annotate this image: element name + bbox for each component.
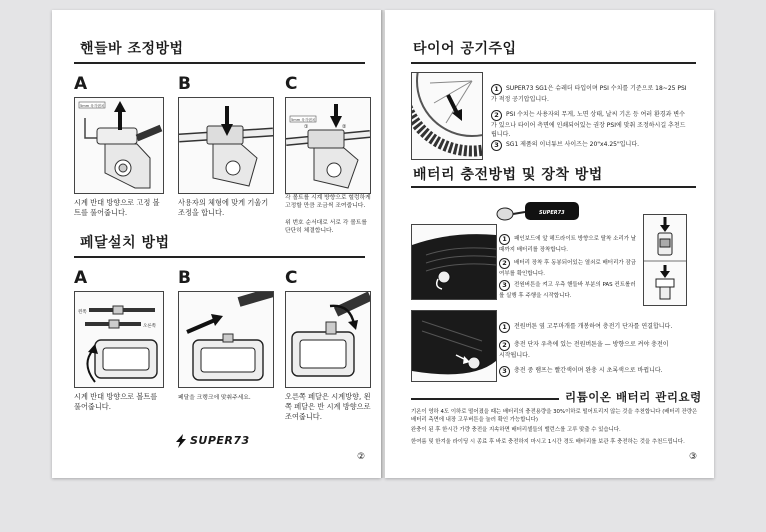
handlebar-step-b-letter: B [178, 74, 191, 94]
battery-step-bottom-1 [499, 322, 695, 333]
battery-step-bottom-2-number: 2 [499, 340, 510, 351]
battery-step-top-1-text: 패인보드에 앞 헤드라이트 방향으로 탈착 소리가 날때까지 배터리를 장착합니다. [499, 236, 637, 253]
li-ion-rule [411, 398, 559, 400]
handlebar-step-b-image [178, 97, 274, 194]
battery-step-bottom-3 [499, 366, 695, 377]
tire-item-3-number: 3 [491, 140, 502, 151]
handlebar-tighten-illustration [286, 98, 370, 193]
pedal-step-c-letter: C [285, 268, 298, 288]
battery-step-bottom-3-number: 3 [499, 366, 510, 377]
tire-title: 타이어 공기주입 [413, 41, 517, 57]
battery-step-bottom-2-text: 충전 단자 우측에 있는 전원버튼을 — 방향으로 켜야 충전이 시작됩니다. [499, 341, 669, 359]
battery-step-top-3-text: 전원버튼을 켜고 우측 핸들바 부분의 PAS 컨트롤러를 실행 후 주행을 시작합니다. [499, 282, 636, 299]
right-page-number: ③ [689, 452, 698, 462]
handlebar-clamp-illustration [75, 98, 163, 193]
battery-step-bottom-2 [499, 340, 669, 360]
battery-mount-illustration [412, 225, 496, 299]
pedal-tighten-illustration [286, 292, 370, 387]
tire-item-1-number: 1 [491, 84, 502, 95]
battery-lock-image [643, 214, 687, 306]
pedal-step-b-image [178, 291, 274, 388]
li-ion-line-1: 기온이 영하 4도 이하로 떨어졌을 때는 배터리의 충전용량을 30%이하로 떨어트리지 않는 것을 추천합니다 (배터리 잔량은 배터리 측면에 내장 고무버튼을 눌러 확인 가능합니다) [411, 409, 698, 423]
tire-item-2-text: PSI 수치는 사용자의 무게, 노면 상태, 날씨 기온 등 여러 환경과 변수가 있으나 타이어 측면에 인쇄되어있는 권장 PSI에 맞춰 조정하시길 추천드립니다. [491, 111, 686, 138]
pedal-left-label: 왼쪽 [78, 310, 87, 315]
super73-logo-icon [174, 433, 188, 447]
svg-text:①: ① [304, 124, 309, 130]
handlebar-step-a-image [74, 97, 164, 194]
battery-step-top-1-number: 1 [499, 234, 510, 245]
tire-valve-illustration [412, 73, 482, 159]
battery-step-top-2-number: 2 [499, 258, 510, 269]
left-page [52, 10, 381, 478]
handlebar-step-a-caption: 시계 반대 방향으로 고정 볼트를 풀어줍니다. [74, 198, 160, 217]
battery-rule [411, 186, 696, 188]
pedal-align-illustration [179, 292, 273, 387]
battery-step-top-3-number: 3 [499, 280, 510, 291]
pedal-step-c-caption: 오른쪽 페달은 시계방향, 왼쪽 페달은 반 시계 방향으로 조여줍니다. [285, 392, 371, 421]
tire-item-2 [491, 110, 689, 139]
battery-image [489, 196, 581, 226]
right-page [385, 10, 714, 478]
battery-step-top-2 [499, 258, 639, 279]
handlebar-rule [74, 62, 365, 64]
handlebar-step-a-letter: A [74, 74, 88, 94]
handlebar-step-b-caption: 사용자의 체형에 맞게 기울기 조정을 합니다. [178, 198, 269, 217]
tire-item-2-number: 2 [491, 110, 502, 121]
left-page-number: ② [357, 452, 366, 462]
li-ion-title: 리튬이온 배터리 관리요령 [565, 390, 702, 404]
tire-item-1-text: SUPER73 SG1은 슈레더 타입이며 PSI 수치를 기준으로 18~25 PSI가 적정 공기압입니다. [491, 85, 687, 103]
super73-logo-text: SUPER73 [190, 434, 250, 447]
pedal-step-c-image [285, 291, 371, 388]
handlebar-tilt-illustration [179, 98, 273, 193]
battery-step-top-3 [499, 280, 639, 301]
battery-step-bottom-3-text: 충전 중 램프는 빨간색이며 완충 시 초록색으로 바뀝니다. [514, 367, 663, 374]
battery-charge-image [411, 310, 497, 382]
battery-step-top-1 [499, 234, 639, 255]
pedal-unscrew-illustration [75, 292, 163, 387]
tire-item-3 [491, 140, 689, 151]
pedal-step-b-letter: B [178, 268, 191, 288]
pedal-step-b-caption: 페달을 크랭크에 맞춰주세요. [178, 395, 251, 401]
pedal-step-a-caption: 시계 반대 방향으로 볼트를 풀어줍니다. [74, 392, 158, 411]
svg-text:②: ② [342, 124, 347, 130]
battery-mount-image [411, 224, 497, 300]
tire-item-1 [491, 84, 689, 104]
hex-wrench-label-c: 5mm 육각렌치 [291, 118, 316, 122]
li-ion-line-3: 한여름 및 한겨울 라이딩 시 종료 후 바로 충전하지 마시고 1시간 경도 배터리를 보관 후 충전하는 것을 추천드립니다. [411, 439, 685, 445]
pedal-rule [74, 256, 365, 258]
battery-illustration [489, 196, 581, 226]
battery-charge-illustration [412, 311, 496, 381]
battery-lock-illustration [644, 215, 686, 305]
handlebar-step-c-caption-2: 위 번호 순서대로 서로 각 볼트를 단단히 체결합니다. [285, 220, 368, 234]
battery-step-bottom-1-number: 1 [499, 322, 510, 333]
pedal-right-label: 오른쪽 [143, 324, 157, 329]
tire-rule [411, 62, 696, 64]
pedal-title: 페달설치 방법 [80, 235, 170, 251]
li-ion-line-2: 완충이 된 후 한시간 가량 충전을 지속하면 배터리셀들의 밸런스를 고루 맞출 수 있습니다. [411, 427, 621, 433]
pedal-step-a-image [74, 291, 164, 388]
battery-logo-text: SUPER73 [539, 210, 565, 216]
tire-image [411, 72, 483, 160]
battery-step-bottom-1-text: 전원버튼 옆 고무마개를 개봉하여 충전기 단자를 연결합니다. [514, 323, 673, 330]
battery-title: 배터리 충전방법 및 장착 방법 [413, 167, 603, 183]
battery-step-top-2-text: 배터리 장착 후 동봉되어있는 열쇠로 배터리가 잠금여부를 확인합니다. [499, 260, 637, 277]
hex-wrench-label: 5mm 육각렌치 [80, 104, 105, 108]
handlebar-title: 핸들바 조정방법 [80, 41, 184, 57]
pedal-step-a-letter: A [74, 268, 88, 288]
handlebar-step-c-letter: C [285, 74, 298, 94]
handlebar-step-c-image [285, 97, 371, 194]
handlebar-step-c-caption: 각 볼트를 시계 방향으로 헐렁하게 고정할 만큼 조금씩 조여줍니다. [285, 195, 371, 209]
tire-item-3-text: SG1 제품의 이너튜브 사이즈는 20"x4.25"입니다. [506, 141, 640, 148]
